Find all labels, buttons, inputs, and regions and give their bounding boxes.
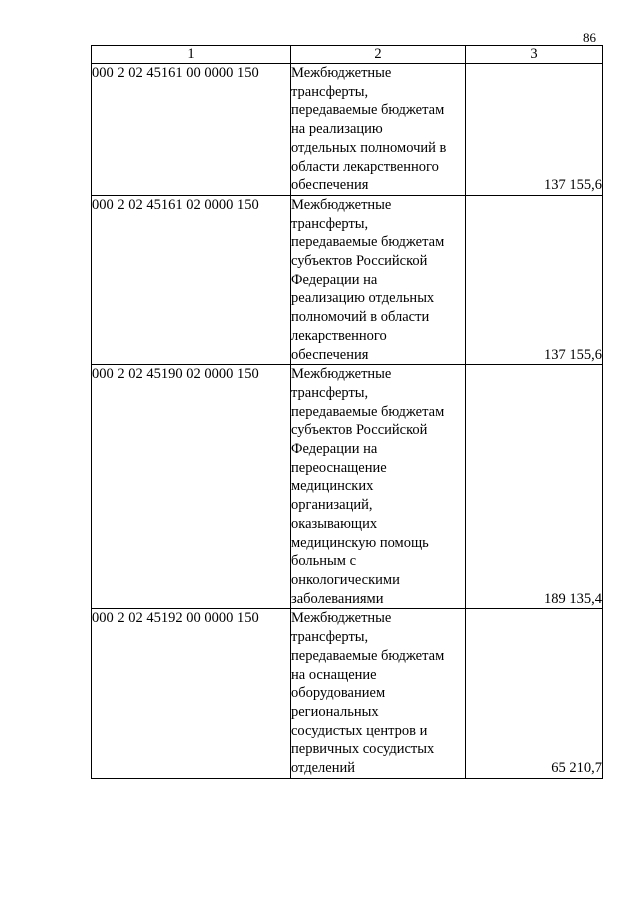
description-line: субъектов Российской <box>291 253 428 270</box>
description-line: на оснащение <box>291 666 377 683</box>
table-row <box>92 609 603 778</box>
description-line: обеспечения <box>291 177 369 194</box>
table-body <box>92 64 603 779</box>
description-cell <box>291 609 466 778</box>
description-line: Федерации на <box>291 441 378 458</box>
description-line: полномочий в области <box>291 309 430 326</box>
description-line: региональных <box>291 703 379 720</box>
description-line: заболеваниями <box>291 590 384 607</box>
description-line: оказывающих <box>291 515 378 532</box>
table-header-row <box>92 46 603 64</box>
amount-cell: 189 135,4 <box>466 365 603 609</box>
description-line: области лекарственного <box>291 158 439 175</box>
description-line: передаваемые бюджетам <box>291 234 445 251</box>
description-line: Межбюджетные <box>291 366 392 383</box>
description-line: первичных сосудистых <box>291 741 435 758</box>
description-line: трансферты, <box>291 215 369 232</box>
description-line: трансферты, <box>291 384 369 401</box>
description-line: Межбюджетные <box>291 610 392 627</box>
amount-cell: 65 210,7 <box>466 609 603 778</box>
description-line: реализацию отдельных <box>291 290 435 307</box>
description-line: оборудованием <box>291 685 386 702</box>
description-line: передаваемые бюджетам <box>291 403 445 420</box>
description-line: на реализацию <box>291 121 383 138</box>
description-line: Межбюджетные <box>291 196 392 213</box>
description-line: субъектов Российской <box>291 422 428 439</box>
description-line: организаций, <box>291 497 373 514</box>
table-row <box>92 195 603 364</box>
description-line: больным с <box>291 553 357 570</box>
description-line: переоснащение <box>291 459 387 476</box>
description-line: медицинскую помощь <box>291 534 429 551</box>
description-cell <box>291 64 466 196</box>
amount-cell: 137 155,6 <box>466 195 603 364</box>
description-line: лекарственного <box>291 327 387 344</box>
description-line: Межбюджетные <box>291 65 392 81</box>
description-line: Федерации на <box>291 271 378 288</box>
column-header-1: 1 <box>92 46 291 64</box>
description-line: медицинских <box>291 478 374 495</box>
description-cell <box>291 365 466 609</box>
description-line: передаваемые бюджетам <box>291 647 445 664</box>
table-row <box>92 64 603 196</box>
budget-table <box>91 45 603 779</box>
table-row <box>92 365 603 609</box>
budget-code-cell: 000 2 02 45192 00 0000 150 <box>92 609 291 778</box>
column-header-3: 3 <box>466 46 603 64</box>
amount-cell: 137 155,6 <box>466 64 603 196</box>
budget-code-cell: 000 2 02 45190 02 0000 150 <box>92 365 291 609</box>
description-line: отделений <box>291 760 355 777</box>
description-line: онкологическими <box>291 571 400 588</box>
description-line: трансферты, <box>291 629 369 646</box>
column-header-2: 2 <box>291 46 466 64</box>
page-number: 86 <box>583 30 596 45</box>
description-line: отдельных полномочий в <box>291 139 447 156</box>
budget-code-cell: 000 2 02 45161 02 0000 150 <box>92 195 291 364</box>
description-line: сосудистых центров и <box>291 722 428 739</box>
description-line: передаваемые бюджетам <box>291 102 445 119</box>
description-line: обеспечения <box>291 346 369 363</box>
description-cell <box>291 195 466 364</box>
description-line: трансферты, <box>291 83 369 100</box>
budget-code-cell: 000 2 02 45161 00 0000 150 <box>92 64 291 196</box>
